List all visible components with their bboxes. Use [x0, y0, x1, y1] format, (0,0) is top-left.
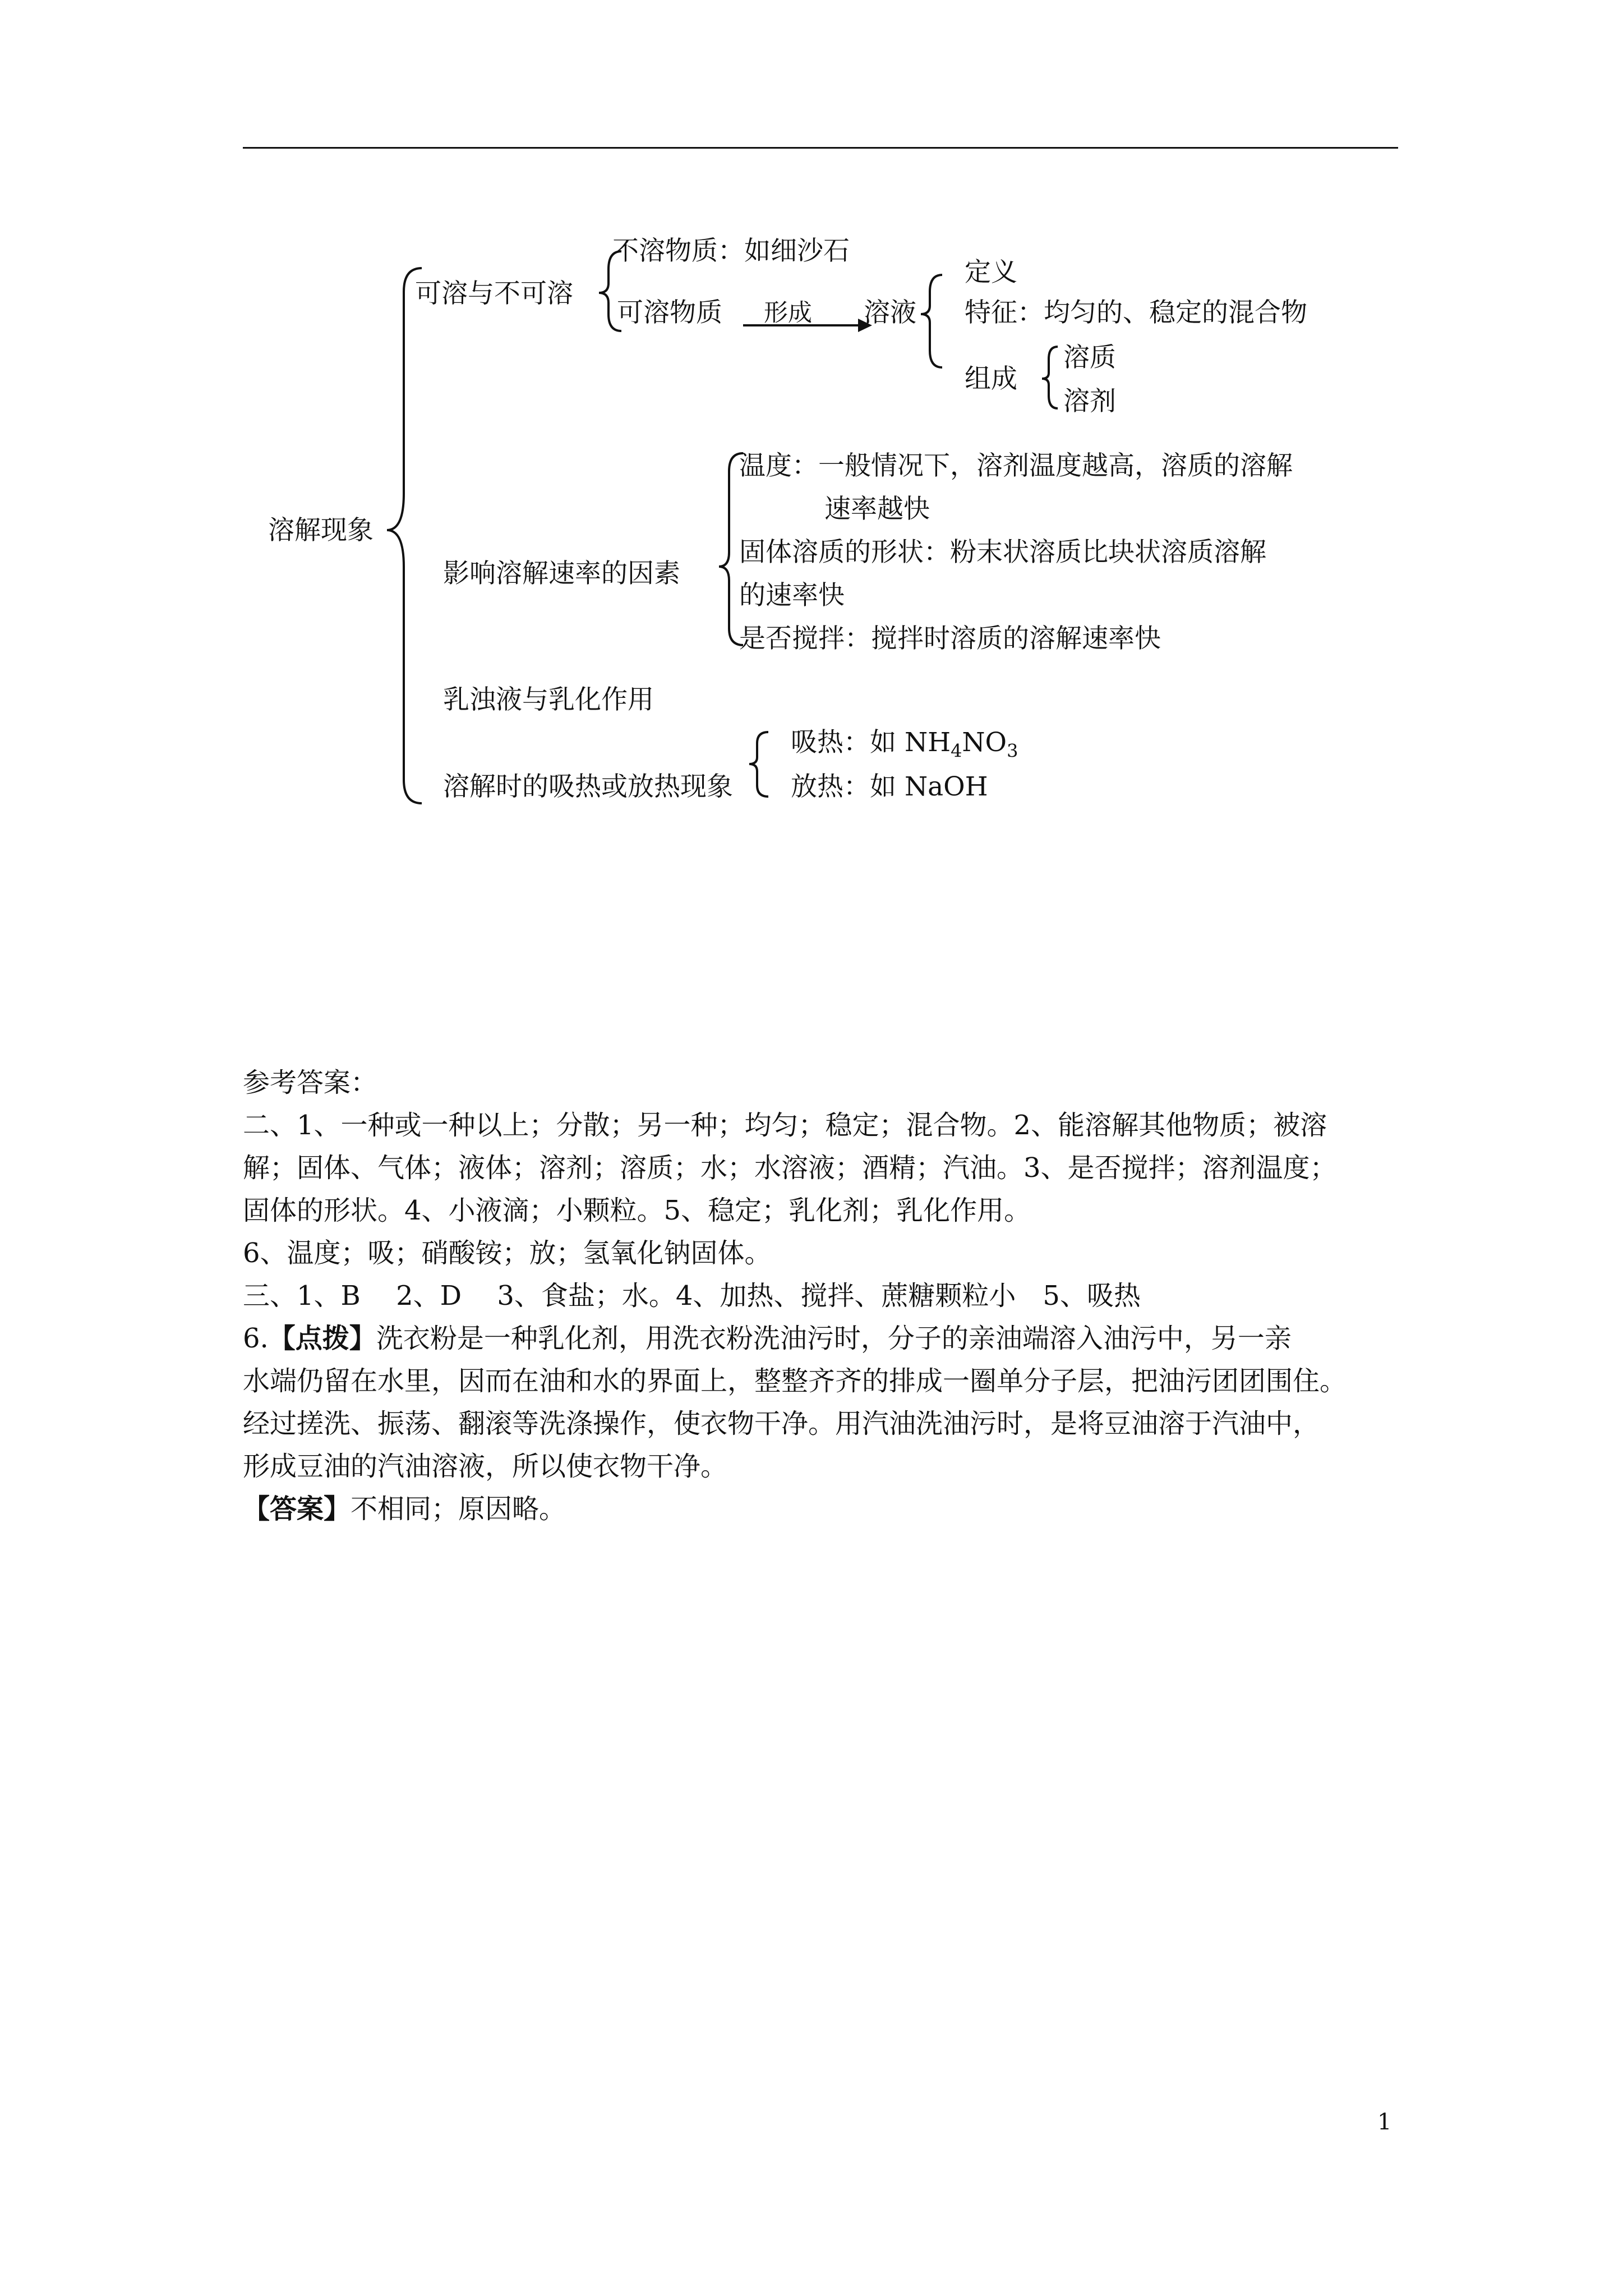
answer-line: 【答案】不相同；原因略。 [243, 1493, 566, 1525]
definition-item: 定义 [965, 257, 1017, 288]
factor-shape-cont: 的速率快 [739, 580, 845, 611]
answers-title: 参考答案： [243, 1067, 378, 1098]
branch-soluble-label: 可溶与不可溶 [415, 278, 573, 309]
composition-label: 组成 [965, 364, 1017, 394]
answer-line: 解；固体、气体；液体；溶剂；溶质；水；水溶液；酒精；汽油。3、是否搅拌；溶剂温度； [243, 1152, 1337, 1184]
solute-item: 溶质 [1063, 342, 1116, 373]
answer-line: 经过搓洗、振荡、翻滚等洗涤操作，使衣物干净。用汽油洗油污时，是将豆油溶于汽油中， [243, 1408, 1320, 1439]
answer-line: 6、温度；吸；硝酸铵；放；氢氧化钠固体。 [243, 1237, 772, 1269]
feature-item: 特征：均匀的、稳定的混合物 [965, 297, 1307, 328]
heat-release-item: 放热：如 NaOH [791, 771, 988, 802]
answer-line: 6.【点拨】洗衣粉是一种乳化剂，用洗衣粉洗油污时，分子的亲油端溶入油污中，另一亲 [243, 1323, 1292, 1354]
factor-temperature-cont: 速率越快 [824, 494, 930, 524]
soluble-item: 可溶物质 [617, 297, 722, 328]
answer-line: 三、1、B 2、D 3、食盐；水。4、加热、搅拌、蔗糖颗粒小 5、吸热 [243, 1280, 1141, 1312]
branch-factors-label: 影响溶解速率的因素 [443, 558, 680, 589]
answer-line: 固体的形状。4、小液滴；小颗粒。5、稳定；乳化剂；乳化作用。 [243, 1195, 1031, 1226]
branch-heat-label: 溶解时的吸热或放热现象 [443, 771, 733, 802]
factor-temperature: 温度：一般情况下，溶剂温度越高，溶质的溶解 [739, 450, 1293, 481]
page-number: 1 [1377, 2109, 1392, 2135]
solvent-item: 溶剂 [1063, 386, 1116, 417]
factor-shape: 固体溶质的形状：粉末状溶质比块状溶质溶解 [739, 537, 1266, 568]
solution-label: 溶液 [864, 297, 916, 328]
answer-line: 水端仍留在水里，因而在油和水的界面上，整整齐齐的排成一圈单分子层，把油污团团围住。 [243, 1365, 1347, 1397]
answer-line: 二、1、一种或一种以上；分散；另一种；均匀；稳定；混合物。2、能溶解其他物质；被溶 [243, 1110, 1327, 1141]
factor-stirring: 是否搅拌：搅拌时溶质的溶解速率快 [739, 623, 1161, 654]
insoluble-item: 不溶物质：如细沙石 [612, 236, 850, 266]
answer-line: 形成豆油的汽油溶液，所以使衣物干净。 [243, 1451, 728, 1482]
arrow-label: 形成 [764, 299, 812, 327]
branch-emulsion-label: 乳浊液与乳化作用 [443, 684, 654, 715]
root-label: 溶解现象 [268, 515, 374, 546]
heat-absorb-item: 吸热：如 $NH_4NO_3$ [791, 727, 1018, 762]
